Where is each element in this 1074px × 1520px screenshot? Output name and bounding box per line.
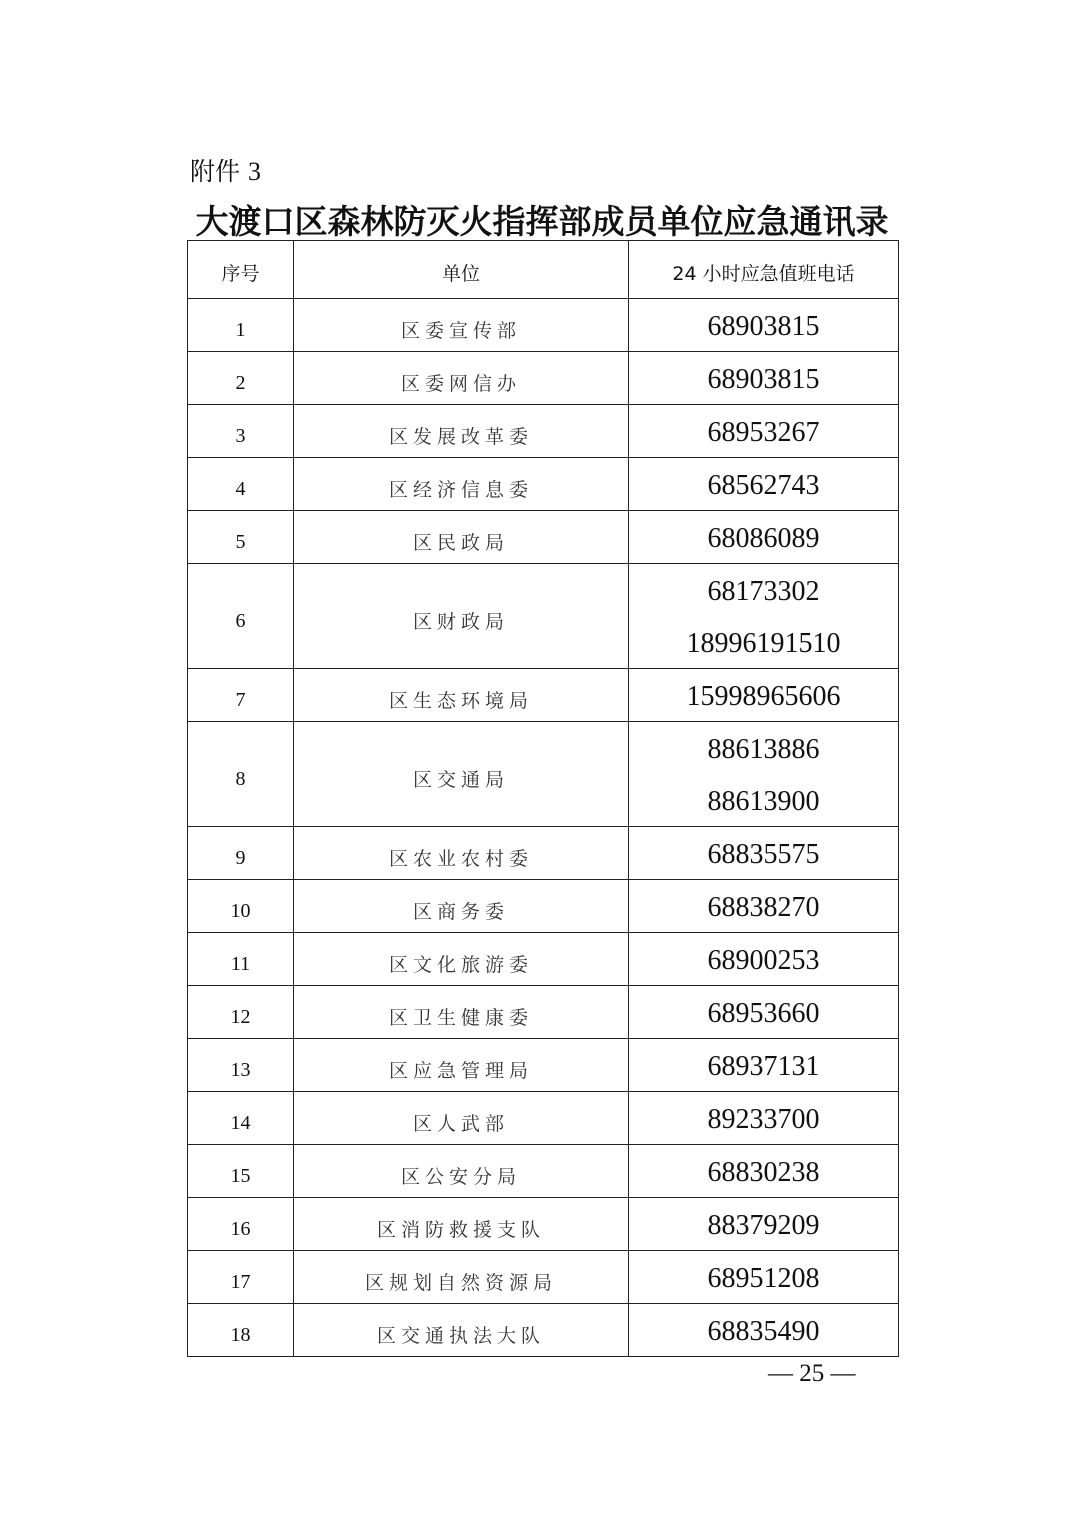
- phone-number: 68903815: [707, 364, 820, 395]
- row-index: 7: [188, 669, 294, 722]
- row-unit: 区公安分局: [294, 1145, 629, 1198]
- row-index: 10: [188, 880, 294, 933]
- row-unit: 区民政局: [294, 511, 629, 564]
- row-unit: 区交通局: [294, 722, 629, 827]
- table-row: [188, 1251, 899, 1304]
- attachment-number: 3: [247, 157, 261, 186]
- row-phones: [629, 827, 899, 880]
- row-index: 16: [188, 1198, 294, 1251]
- table-row: [188, 1039, 899, 1092]
- row-phones: [629, 564, 899, 669]
- row-phones: [629, 1039, 899, 1092]
- phone-number: 68903815: [707, 311, 820, 342]
- row-phones: [629, 405, 899, 458]
- row-unit: 区文化旅游委: [294, 933, 629, 986]
- row-index: 4: [188, 458, 294, 511]
- table-row: [188, 511, 899, 564]
- row-unit: 区人武部: [294, 1092, 629, 1145]
- row-unit: 区商务委: [294, 880, 629, 933]
- row-index: 13: [188, 1039, 294, 1092]
- table-row: [188, 1304, 899, 1357]
- page-number: — 25 —: [768, 1360, 856, 1387]
- phone-number: 68900253: [707, 945, 820, 976]
- row-phones: [629, 722, 899, 827]
- phone-number: 89233700: [707, 1104, 820, 1135]
- phone-number: 68937131: [707, 1051, 820, 1082]
- row-unit: 区应急管理局: [294, 1039, 629, 1092]
- row-index: 6: [188, 564, 294, 669]
- row-index: 14: [188, 1092, 294, 1145]
- row-phones: [629, 1251, 899, 1304]
- table-row: [188, 933, 899, 986]
- row-index: 5: [188, 511, 294, 564]
- phone-number: 68838270: [707, 892, 820, 923]
- table-row: [188, 352, 899, 405]
- phone-number: 68173302: [707, 576, 820, 607]
- table-header-row: [188, 241, 899, 299]
- row-phones: [629, 1304, 899, 1357]
- row-index: 3: [188, 405, 294, 458]
- row-phones: [629, 511, 899, 564]
- table-row: [188, 827, 899, 880]
- phone-number: 15998965606: [686, 681, 841, 712]
- row-index: 15: [188, 1145, 294, 1198]
- header-phone: 24 小时应急值班电话: [629, 241, 899, 299]
- row-index: 8: [188, 722, 294, 827]
- table-row: [188, 722, 899, 827]
- row-phones: [629, 933, 899, 986]
- row-phones: [629, 458, 899, 511]
- table-row: [188, 880, 899, 933]
- row-phones: [629, 1198, 899, 1251]
- table-row: [188, 405, 899, 458]
- row-index: 17: [188, 1251, 294, 1304]
- row-unit: 区生态环境局: [294, 669, 629, 722]
- row-index: 2: [188, 352, 294, 405]
- phone-number: 68953660: [707, 998, 820, 1029]
- row-phones: [629, 352, 899, 405]
- phone-number: 68951208: [707, 1263, 820, 1294]
- attachment-label: [190, 152, 261, 188]
- row-index: 12: [188, 986, 294, 1039]
- table-row: [188, 1092, 899, 1145]
- row-unit: 区委宣传部: [294, 299, 629, 352]
- table-body: [188, 299, 899, 1357]
- row-phones: [629, 299, 899, 352]
- phone-number: 68086089: [707, 523, 820, 554]
- contact-table: [187, 240, 899, 1357]
- row-phones: [629, 669, 899, 722]
- row-unit: 区农业农村委: [294, 827, 629, 880]
- phone-number: 68835575: [707, 839, 820, 870]
- row-phones: [629, 880, 899, 933]
- phone-number: 88613900: [707, 786, 820, 817]
- row-unit: 区财政局: [294, 564, 629, 669]
- table-row: [188, 1198, 899, 1251]
- table-row: [188, 1145, 899, 1198]
- table-row: [188, 299, 899, 352]
- table-row: [188, 986, 899, 1039]
- header-index: 序号: [188, 241, 294, 299]
- row-index: 18: [188, 1304, 294, 1357]
- table-row: [188, 669, 899, 722]
- phone-number: 68830238: [707, 1157, 820, 1188]
- row-phones: [629, 1092, 899, 1145]
- row-phones: [629, 1145, 899, 1198]
- row-index: 11: [188, 933, 294, 986]
- phone-number: 68835490: [707, 1316, 820, 1347]
- attachment-text: 附件: [190, 157, 241, 186]
- phone-number: 88379209: [707, 1210, 820, 1241]
- row-unit: 区发展改革委: [294, 405, 629, 458]
- row-phones: [629, 986, 899, 1039]
- phone-number: 18996191510: [686, 628, 841, 659]
- phone-number: 68562743: [707, 470, 820, 501]
- header-unit: 单位: [294, 241, 629, 299]
- row-unit: 区委网信办: [294, 352, 629, 405]
- row-index: 1: [188, 299, 294, 352]
- document-title: 大渡口区森林防灭火指挥部成员单位应急通讯录: [195, 202, 889, 241]
- row-unit: 区经济信息委: [294, 458, 629, 511]
- row-unit: 区卫生健康委: [294, 986, 629, 1039]
- table-row: [188, 458, 899, 511]
- row-index: 9: [188, 827, 294, 880]
- phone-number: 88613886: [707, 734, 820, 765]
- table-row: [188, 564, 899, 669]
- row-unit: 区规划自然资源局: [294, 1251, 629, 1304]
- row-unit: 区消防救援支队: [294, 1198, 629, 1251]
- row-unit: 区交通执法大队: [294, 1304, 629, 1357]
- phone-number: 68953267: [707, 417, 820, 448]
